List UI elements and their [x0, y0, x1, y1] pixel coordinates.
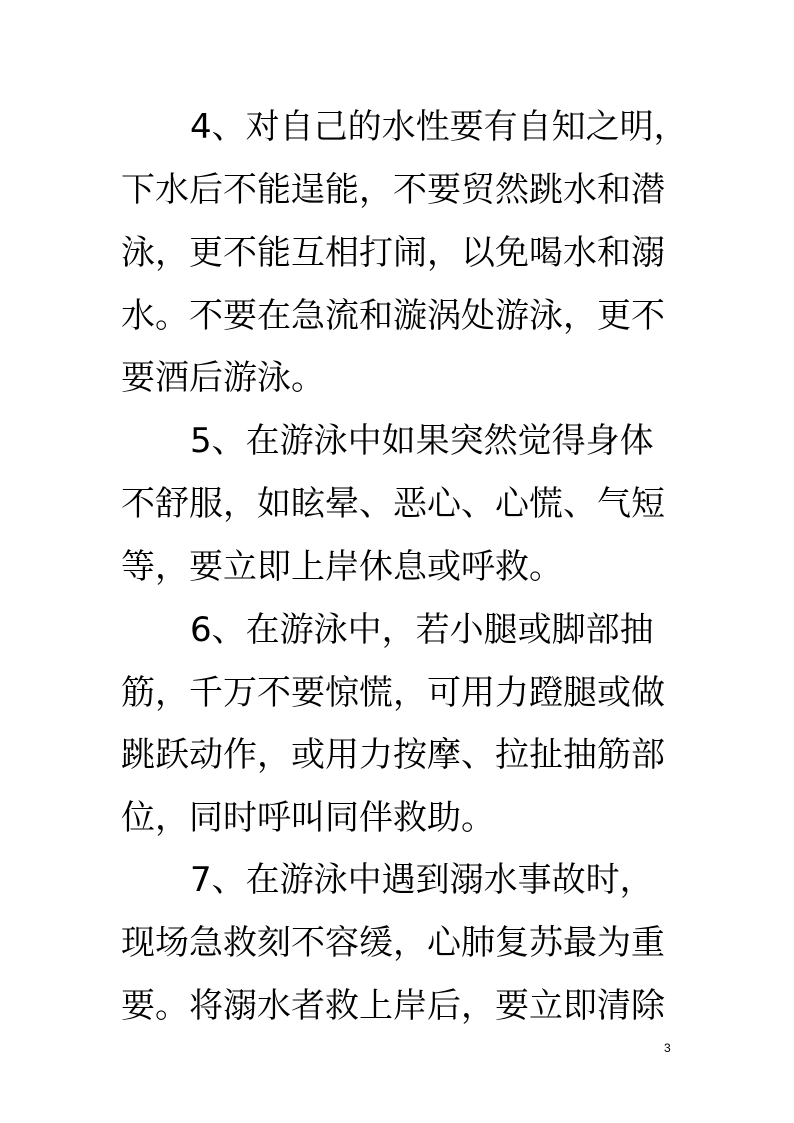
text-line: 6、在游泳中，若小腿或脚部抽	[190, 610, 654, 650]
text-line: 7、在游泳中遇到溺水事故时，	[190, 860, 654, 900]
text-line: 位，同时呼叫同伴救助。	[121, 798, 495, 838]
page-number: 3	[664, 1041, 671, 1055]
text-line: 不舒服，如眩晕、恶心、心慌、气短	[121, 484, 665, 524]
text-line: 跳跃动作，或用力按摩、拉扯抽筋部	[121, 735, 665, 775]
text-line: 水。不要在急流和漩涡处游泳，更不	[121, 296, 665, 336]
text-line: 5、在游泳中如果突然觉得身体	[190, 421, 654, 461]
text-line: 下水后不能逞能，不要贸然跳水和潜	[121, 170, 665, 210]
text-line: 筋，千万不要惊慌，可用力蹬腿或做	[121, 673, 665, 713]
text-line: 泳，更不能互相打闹，以免喝水和溺	[121, 233, 665, 273]
text-line: 现场急救刻不容缓，心肺复苏最为重	[121, 923, 665, 963]
text-line: 要酒后游泳。	[121, 358, 325, 398]
text-line: 4、对自己的水性要有自知之明，	[190, 107, 688, 147]
text-line: 等，要立即上岸休息或呼救。	[121, 547, 563, 587]
text-line: 要。将溺水者救上岸后，要立即清除	[121, 986, 665, 1026]
